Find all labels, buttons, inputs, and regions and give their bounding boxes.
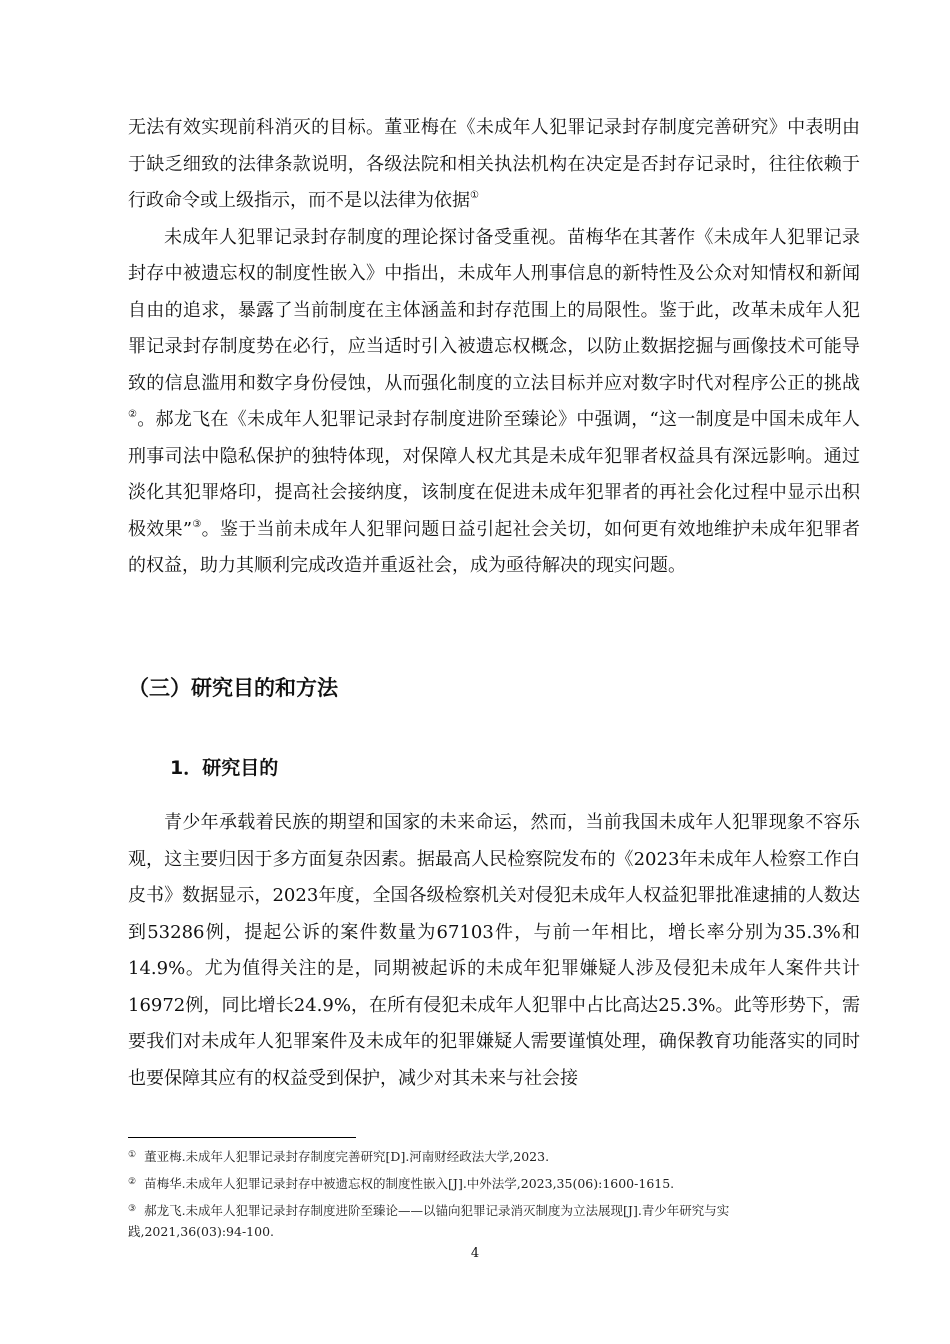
page-number: 4 xyxy=(470,1246,480,1261)
footnote-text: 苗梅华.未成年人犯罪记录封存中被遗忘权的制度性嵌入[J].中外法学,2023,35(06):1600-1615. xyxy=(144,1176,675,1191)
paragraph-text: 。鉴于当前未成年人犯罪问题日益引起社会关切，如何更有效地维护未成年犯罪者的权益，助力其顺利完成改造并重返社会，成为亟待解决的现实问题。 xyxy=(128,518,861,576)
subsection-heading: 1．研究目的 xyxy=(170,757,279,779)
paragraph-continued xyxy=(128,110,860,220)
footnote-2 xyxy=(128,1172,828,1194)
footnote-ref-3[interactable]: ③ xyxy=(192,518,202,530)
footnote-separator xyxy=(128,1137,356,1138)
footnote-mark: ① xyxy=(128,1150,137,1160)
footnote-3 xyxy=(128,1199,828,1242)
paragraph-text: 无法有效实现前科消灭的目标。董亚梅在《未成年人犯罪记录封存制度完善研究》中表明由于缺乏细致的法律条款说明，各级法院和相关执法机构在决定是否封存记录时，往往依赖于行政命令或上级指示，而不是以法律为依据 xyxy=(128,117,860,211)
footnote-ref-1[interactable]: ① xyxy=(470,190,479,201)
paragraph-text: 未成年人犯罪记录封存制度的理论探讨备受重视。苗梅华在其著作《未成年人犯罪记录封存中被遗忘权的制度性嵌入》中指出，未成年人刑事信息的新特性及公众对知情权和新闻自由的追求，暴露了当前制度在主体涵盖和封存范围上的局限性。鉴于此，改革未成年人犯罪记录封存制度势在必行，应当适时引入被遗忘权概念，以防止数据挖掘与画像技术可能导致的信息滥用和数字身份侵蚀，从而强化制度的立法目标并应对数字时代对程序公正的挑战 xyxy=(128,226,860,394)
footnote-text: 郝龙飞.未成年人犯罪记录封存制度进阶至臻论——以锚向犯罪记录消灭制度为立法展现[J].青少年研究与实践,2021,36(03):94-100. xyxy=(128,1203,730,1239)
paragraph-research-purpose: 青少年承载着民族的期望和国家的未来命运，然而，当前我国未成年人犯罪现象不容乐观，这主要归因于多方面复杂因素。据最高人民检察院发布的《2023年未成年人检察工作白皮书》数据显示，2023年度，全国各级检察机关对侵犯未成年人权益犯罪批准逮捕的人数达到53286例，提起公诉的案件数量为67103件，与前一年相比，增长率分别为35.3%和14.9%。尤为值得关注的是，同期被起诉的未成年犯罪嫌疑人涉及侵犯未成年人案件共计16972例，同比增长24.9%，在所有侵犯未成年人犯罪中占比高达25.3%。此等形势下，需要我们对未成年人犯罪案件及未成年的犯罪嫌疑人需要谨慎处理，确保教育功能落实的同时也要保障其应有的权益受到保护，减少对其未来与社会接 xyxy=(128,812,860,1089)
footnote-text: 董亚梅.未成年人犯罪记录封存制度完善研究[D].河南财经政法大学,2023. xyxy=(144,1149,550,1164)
paragraph-text: 。郝龙飞在《未成年人犯罪记录封存制度进阶至臻论》中强调，“这一制度是中国未成年人刑事司法中隐私保护的独特体现，对保障人权尤其是未成年犯罪者权益具有深远影响。通过淡化其犯罪烙印，提高社会接纳度，该制度在促进未成年犯罪者的再社会化过程中显示出积极效果” xyxy=(128,409,860,540)
paragraph-research-review xyxy=(128,220,860,585)
body-section-1 xyxy=(128,110,860,585)
footnote-mark: ③ xyxy=(128,1204,137,1214)
body-section-2 xyxy=(128,805,860,1097)
footnote-ref-2[interactable]: ② xyxy=(128,409,138,420)
section-heading: （三）研究目的和方法 xyxy=(128,676,338,700)
footnote-mark: ② xyxy=(128,1177,137,1187)
footnotes xyxy=(128,1145,828,1247)
footnote-1 xyxy=(128,1145,828,1167)
